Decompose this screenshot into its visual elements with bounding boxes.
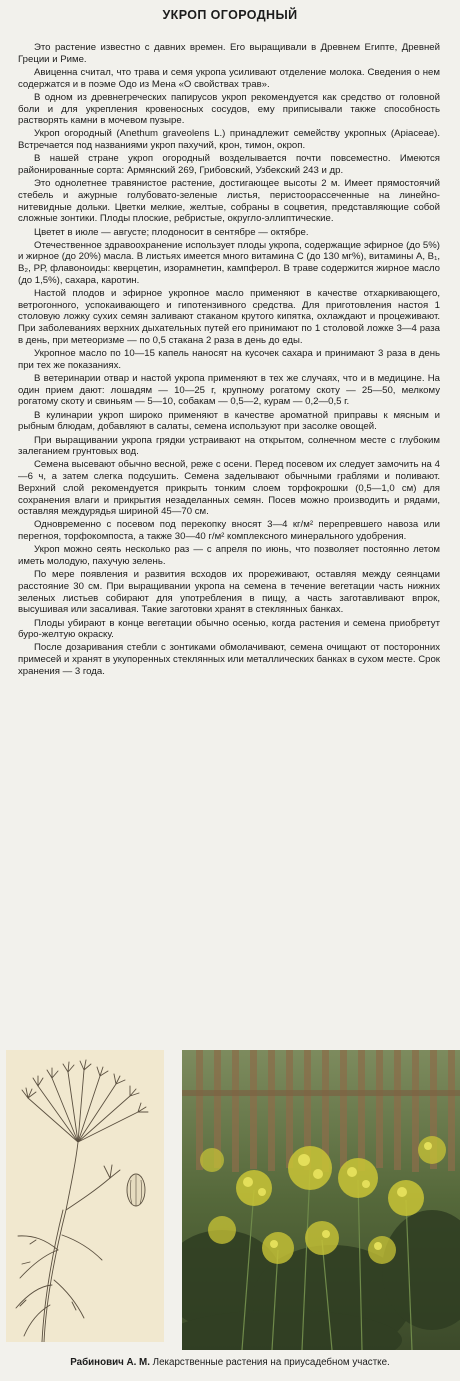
paragraph: В кулинарии укроп широко применяют в качестве ароматной приправы к мясным и рыбным блюдам, добавляют в салаты, семена используют при засолке овощей. — [18, 409, 440, 433]
source-caption — [0, 1357, 460, 1368]
paragraph: Настой плодов и эфирное укропное масло применяют в качестве отхаркивающего, ветрогонного, успокаивающего и гипотензивного средства. Для приготовления настоя 1 столовую ложку сухих семян заливают стаканом крутого кипятка, охлаждают и процеживают. При заболеваниях верхних дыхательных путей его принимают по 1 столовой ложке 3—4 раза в день, при метеоризме — по 0,5 стакана 2 раза в день до еды. — [18, 288, 440, 346]
dill-photo — [182, 1050, 460, 1350]
paragraph: Плоды убирают в конце вегетации обычно осенью, когда растения и семена приобретут буро-желтую окраску. — [18, 617, 440, 641]
paragraph: Это растение известно с давних времен. Его выращивали в Древнем Египте, Древней Греции и Риме. — [18, 42, 440, 65]
paragraph: Укропное масло по 10—15 капель наносят на кусочек сахара и принимают 3 раза в день при тех же показаниях. — [18, 348, 440, 371]
paragraph: Семена высевают обычно весной, реже с осени. Перед посевом их следует замочить на 4—6 ч, а затем слегка подсушить. Семена заделывают обычными граблями и поливают. Верхний слой рекомендуется прикрыть тонким слоем торфокрошки (0,5—1,0 см) для сохранения влаги и прикрытия незаделанных семян. Посев можно производить и рядами, оставляя междурядья шириной 45—70 см. — [18, 459, 440, 518]
dill-sketch-drawing — [6, 1050, 164, 1342]
paragraph: Отечественное здравоохранение использует плоды укропа, содержащие эфирное (до 5%) и жирное (до 20%) масла. В листьях имеется много витамина С (до 130 мг%), витамины А, В₁, В₂, РР, флавоноиды: кверцетин, изорамнетин, кампферол. В траве содержится жирное масло (до 1,5%), сахара, каротин. — [18, 239, 440, 286]
dill-photo-image — [182, 1050, 460, 1350]
illustrations — [0, 1050, 460, 1350]
paragraph: Одновременно с посевом под перекопку вносят 3—4 кг/м² перепревшего навоза или перегноя, торфокомпоста, а также 30—40 г/м² комплексного минерального удобрения. — [18, 519, 440, 543]
article-body — [18, 42, 440, 679]
paragraph: По мере появления и развития всходов их прореживают, оставляя между сеянцами расстояние 30 см. При выращивании укропа на семена в течение вегетации часть нижних зеленых листьев собирают для употребления в пищу, а часть заготавливают впрок, высушивая или засаливая. Такие заготовки хранят в стеклянных банках. — [18, 569, 440, 616]
paragraph: Укроп можно сеять несколько раз — с апреля по июнь, что позволяет постоянно летом иметь молодую, пахучую зелень. — [18, 544, 440, 568]
paragraph: После дозаривания стебли с зонтиками обмолачивают, семена очищают от посторонних примесей и хранят в укупоренных стеклянных или металлических банках в сухом месте. Срок хранения — 3 года. — [18, 642, 440, 677]
caption-book: Лекарственные растения на приусадебном участке. — [152, 1357, 390, 1368]
paragraph: Авиценна считал, что трава и семя укропа усиливают отделение молока. Сведения о нем содержатся и в поэме Одо из Мена «О свойствах трав». — [18, 66, 440, 90]
paragraph: В нашей стране укроп огородный возделывается почти повсеместно. Имеются районированные сорта: Армянский 269, Грибовский, Узбекский 243 и др. — [18, 153, 440, 177]
paragraph: В одном из древнегреческих папирусов укроп рекомендуется как средство от головной боли и для укрепления кровеносных сосудов, ему приписывали также способность растворять камни в мочевом пузыре. — [18, 91, 440, 127]
article-title: УКРОП ОГОРОДНЫЙ — [162, 8, 298, 22]
paragraph: Цветет в июле — августе; плодоносит в сентябре — октябре. — [34, 226, 309, 238]
paragraph: Укроп огородный (Anethum graveolens L.) принадлежит семейству укропных (Apiaceae). Встречается под названиями укроп пахучий, крон, тимон, окроп. — [18, 128, 440, 152]
caption-author: Рабинович А. М. — [70, 1357, 150, 1368]
paragraph: Это однолетнее травянистое растение, достигающее высоты 2 м. Имеет прямостоячий стебель и ажурные голубовато-зеленые листья, перистоорассеченные на линейно-нитевидные дольки. Цветки мелкие, желтые, собраны в соцветия, представляющие собой сложные зонтики. Плоды плоские, ребристые, округло-эллиптические. — [18, 178, 440, 225]
paragraph: В ветеринарии отвар и настой укропа применяют в тех же случаях, что и в медицине. На один прием дают: лошадям — 10—25 г, крупному рогатому скоту — 25—50, мелкому рогатому скоту и свиньям — 5—10, собакам — 0,5—2, курам — 0,2—0,5 г. — [18, 372, 440, 408]
dill-sketch-illustration — [6, 1050, 164, 1342]
paragraph: При выращивании укропа грядки устраивают на открытом, солнечном месте с глубоким залеганием грунтовых вод. — [18, 434, 440, 458]
